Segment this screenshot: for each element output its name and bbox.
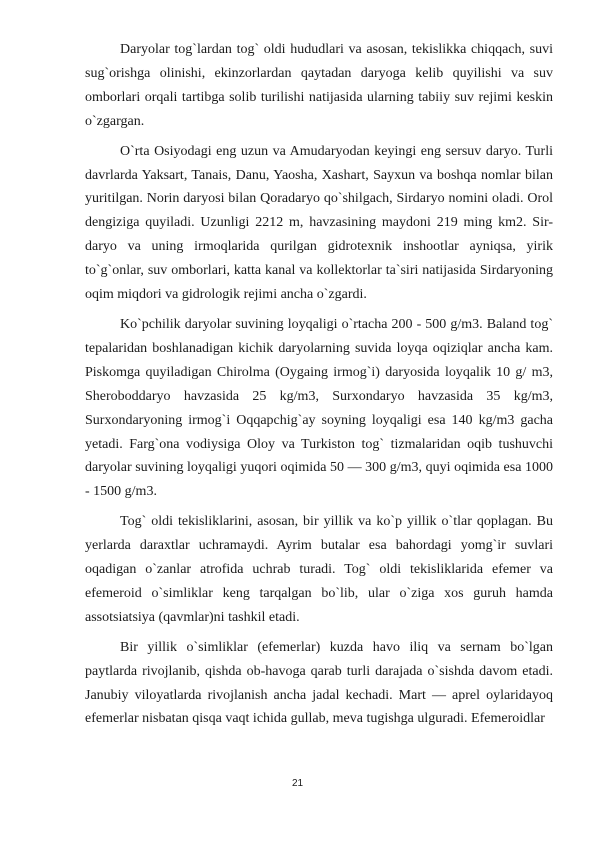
paragraph-2: O`rta Osiyodagi eng uzun va Amudaryodan keyingi eng sersuv daryo. Turli davrlarda Yaksart, Tanais, Danu, Yaosha, Xashart, Sayxun va boshqa nomlar bilan yuritilgan. Norin daryosi bilan Qoradaryo qo`shilgach, Sirdaryo nomini oladi. Orol dengiziga quyiladi. Uzunligi 2212 m, havzasining maydoni 219 ming km2. Sir-daryo va uning irmoqlarida qurilgan gidrotexnik inshootlar ayniqsa, yirik to`g`onlar, suv omborlari, katta kanal va kollektorlar ta`siri natijasida Sirdaryoning oqim miqdori va gidrologik rejimi ancha o`zgardi.	[85, 143, 553, 303]
page-number: 21	[291, 778, 304, 789]
paragraph-1: Daryolar tog`lardan tog` oldi hududlari va asosan, tekislikka chiqqach, suvi sug`orishga olinishi, ekinzorlardan qaytadan daryoga kelib quyilishi va suv omborlari orqali tartibga solib turilishi natijasida ularning tabiiy suv rejimi keskin o`zgargan.	[85, 42, 553, 129]
paragraph-4: Tog` oldi tekisliklarini, asosan, bir yillik va ko`p yillik o`tlar qoplagan. Bu yerlarda daraxtlar uchramaydi. Ayrim butalar esa bahordagi yomg`ir suvlari oqadigan o`zanlar atrofida uchrab turadi. Tog` oldi tekisliklarida efemer va efemeroid o`simliklar keng tarqalgan bo`lib, ular o`ziga xos guruh hamda assotsiatsiya (qavmlar)ni tashkil etadi.	[85, 514, 553, 625]
body-text	[85, 38, 553, 737]
paragraph-5: Bir yillik o`simliklar (efemerlar) kuzda havo iliq va sernam bo`lgan paytlarda rivojlanib, qishda ob-havoga qarab turli darajada o`sishda davom etadi. Janubiy viloyatlarda rivojlanish ancha jadal kechadi. Mart — aprel oylaridayoq efemerlar nisbatan qisqa vaqt ichida gullab, meva tugishga ulguradi. Efemeroidlar	[85, 639, 553, 727]
paragraph-3: Ko`pchilik daryolar suvining loyqaligi o`rtacha 200 - 500 g/m3. Baland tog` tepalaridan boshlanadigan kichik daryolarning suvida loyqa oqiziqlar ancha kam. Piskomga quyiladigan Chirolma (Oygaing irmog`i) daryosida loyqalik 10 g/ m3, Sheroboddaryo havzasida 25 kg/m3, Surxondaryo havzasida 35 kg/m3, Surxondaryoning irmog`i Oqqapchig`ay soyning loyqaligi esa 140 kg/m3 gacha yetadi. Farg`ona vodiysiga Oloy va Turkiston tog` tizmalaridan oqib tushuvchi daryolar suvining loyqaligi yuqori oqimida 50 — 300 g/m3, quyi oqimida esa 1000 - 1500 g/m3.	[85, 316, 553, 500]
